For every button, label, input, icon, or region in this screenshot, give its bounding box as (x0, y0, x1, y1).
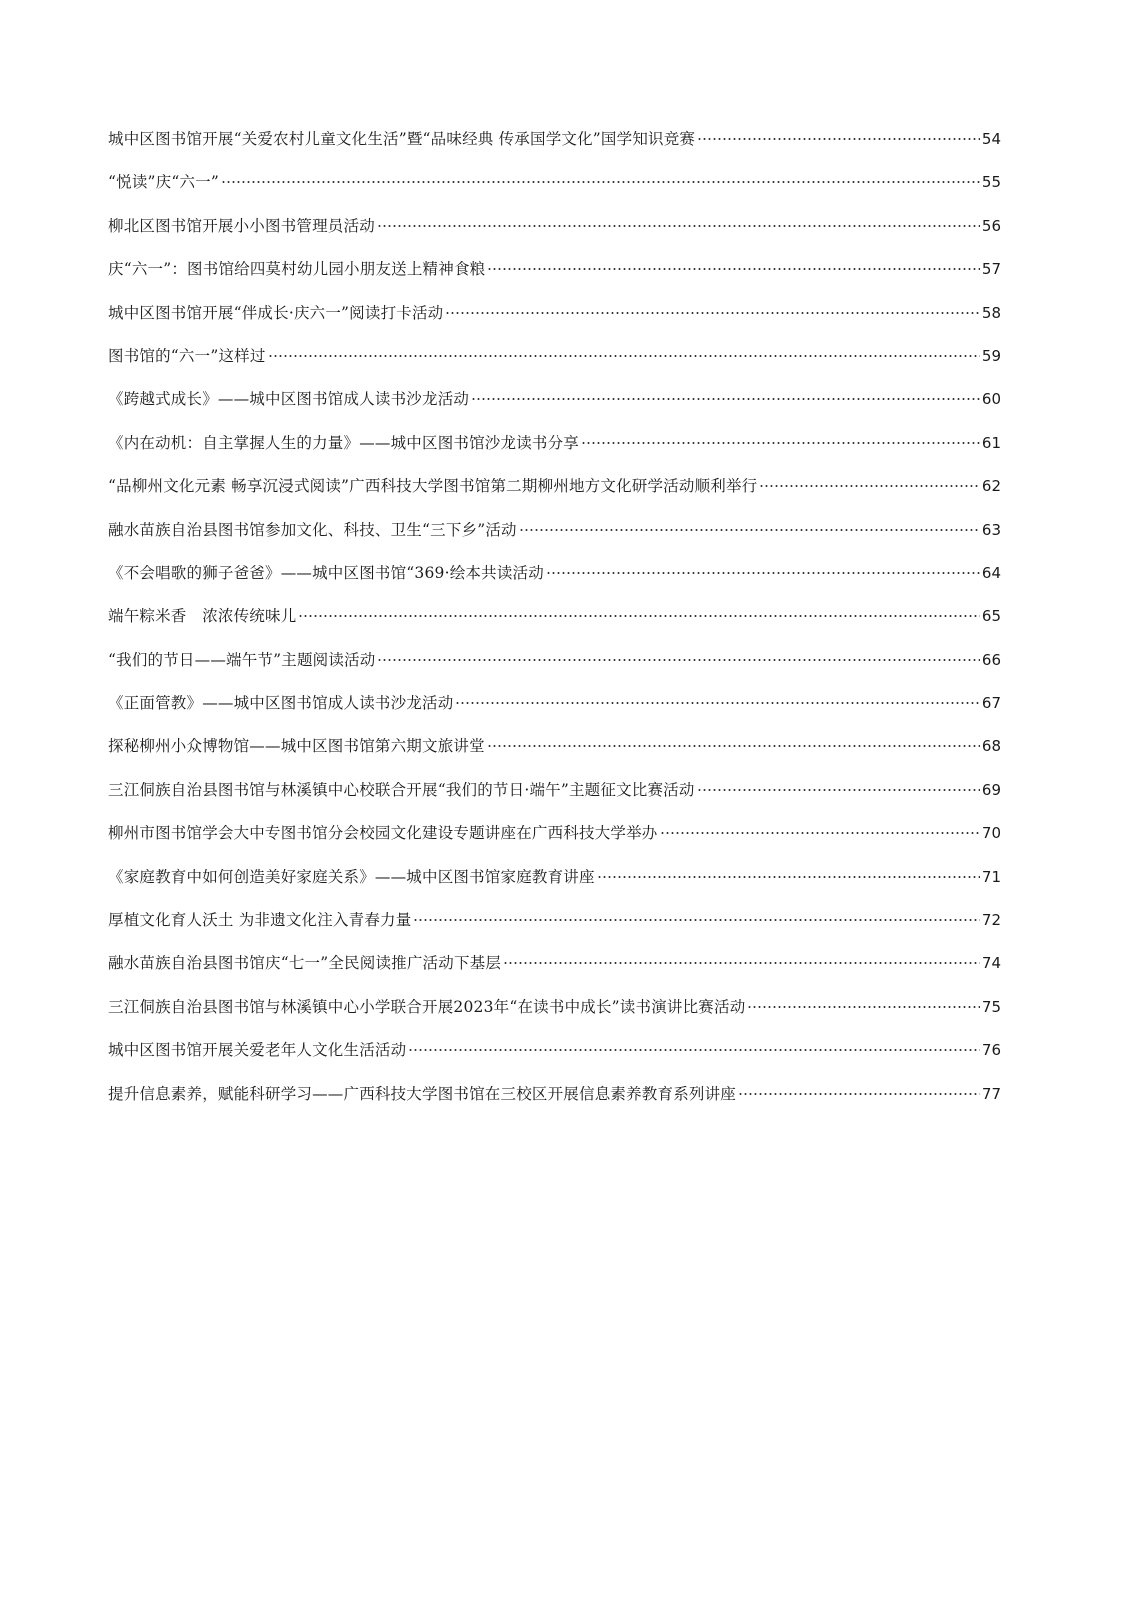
toc-entry-page-number: 59 (981, 346, 1001, 365)
dot-leader (697, 789, 980, 791)
toc-entry[interactable] (108, 335, 1001, 378)
toc-entry-title: 《家庭教育中如何创造美好家庭关系》——城中区图书馆家庭教育讲座 (108, 867, 595, 886)
dot-leader (408, 1049, 980, 1051)
dot-leader (487, 745, 980, 747)
toc-entry-title: 《跨越式成长》——城中区图书馆成人读书沙龙活动 (108, 390, 470, 409)
toc-entry-page-number: 75 (981, 997, 1001, 1016)
dot-leader (487, 268, 980, 270)
dot-leader (268, 355, 980, 357)
dot-leader (581, 442, 980, 444)
toc-entry[interactable] (108, 292, 1001, 335)
toc-entry[interactable] (108, 118, 1001, 161)
toc-entry[interactable] (108, 725, 1001, 768)
dot-leader (519, 529, 980, 531)
toc-entry-page-number: 65 (981, 607, 1001, 626)
toc-entry[interactable] (108, 986, 1001, 1029)
toc-entry-page-number: 68 (981, 737, 1001, 756)
toc-entry[interactable] (108, 465, 1001, 508)
toc-entry-page-number: 61 (981, 433, 1001, 452)
toc-entry-title: 融水苗族自治县图书馆庆“七一”全民阅读推广活动下基层 (108, 954, 502, 973)
toc-entry[interactable] (108, 552, 1001, 595)
toc-entry[interactable] (108, 595, 1001, 638)
toc-entry-title: 端午粽米香 浓浓传统味儿 (108, 607, 297, 626)
toc-entry-title: 《正面管教》——城中区图书馆成人读书沙龙活动 (108, 694, 454, 713)
toc-entry-title: 柳北区图书馆开展小小图书管理员活动 (108, 216, 375, 235)
dot-leader (377, 225, 980, 227)
table-of-contents (108, 118, 1001, 1116)
toc-entry-page-number: 74 (981, 954, 1001, 973)
toc-entry[interactable] (108, 769, 1001, 812)
toc-entry-page-number: 57 (981, 260, 1001, 279)
dot-leader (221, 181, 980, 183)
toc-entry-page-number: 58 (981, 303, 1001, 322)
toc-entry-title: 提升信息素养，赋能科研学习——广西科技大学图书馆在三校区开展信息素养教育系列讲座 (108, 1084, 737, 1103)
toc-entry-page-number: 71 (981, 867, 1001, 886)
toc-entry-title: 庆“六一”：图书馆给四莫村幼儿园小朋友送上精神食粮 (108, 260, 486, 279)
dot-leader (738, 1093, 980, 1095)
toc-entry[interactable] (108, 509, 1001, 552)
toc-entry[interactable] (108, 639, 1001, 682)
toc-entry[interactable] (108, 205, 1001, 248)
toc-entry-page-number: 67 (981, 694, 1001, 713)
toc-entry-title: 城中区图书馆开展“伴成长·庆六一”阅读打卡活动 (108, 303, 444, 322)
dot-leader (455, 702, 980, 704)
toc-entry-title: “品柳州文化元素 畅享沉浸式阅读”广西科技大学图书馆第二期柳州地方文化研学活动顺利举行 (108, 477, 758, 496)
toc-entry[interactable] (108, 899, 1001, 942)
toc-entry-title: 柳州市图书馆学会大中专图书馆分会校园文化建设专题讲座在广西科技大学举办 (108, 824, 658, 843)
toc-entry-title: “我们的节日——端午节”主题阅读活动 (108, 650, 376, 669)
toc-entry-page-number: 60 (981, 390, 1001, 409)
toc-entry[interactable] (108, 161, 1001, 204)
dot-leader (747, 1006, 980, 1008)
dot-leader (471, 398, 980, 400)
toc-entry[interactable] (108, 942, 1001, 985)
dot-leader (377, 659, 979, 661)
toc-entry-title: 探秘柳州小众博物馆——城中区图书馆第六期文旅讲堂 (108, 737, 485, 756)
toc-entry-page-number: 64 (981, 563, 1001, 582)
dot-leader (660, 832, 980, 834)
toc-entry-page-number: 66 (981, 650, 1001, 669)
toc-entry[interactable] (108, 1029, 1001, 1072)
toc-entry-page-number: 70 (981, 824, 1001, 843)
toc-entry-title: 三江侗族自治县图书馆与林溪镇中心校联合开展“我们的节日·端午”主题征文比赛活动 (108, 780, 695, 799)
toc-entry-title: “悦读”庆“六一” (108, 173, 219, 192)
toc-entry-page-number: 69 (981, 780, 1001, 799)
toc-entry-page-number: 56 (981, 216, 1001, 235)
toc-entry[interactable] (108, 682, 1001, 725)
toc-entry[interactable] (108, 856, 1001, 899)
toc-entry[interactable] (108, 422, 1001, 465)
dot-leader (413, 919, 979, 921)
dot-leader (445, 312, 980, 314)
toc-entry-title: 厚植文化育人沃土 为非遗文化注入青春力量 (108, 911, 412, 930)
toc-entry-page-number: 54 (981, 130, 1001, 148)
dot-leader (597, 876, 980, 878)
toc-entry[interactable] (108, 378, 1001, 421)
toc-entry-title: 城中区图书馆开展“关爱农村儿童文化生活”暨“品味经典 传承国学文化”国学知识竞赛 (108, 130, 696, 148)
toc-entry-page-number: 63 (981, 520, 1001, 539)
toc-entry[interactable] (108, 1073, 1001, 1116)
toc-entry-title: 三江侗族自治县图书馆与林溪镇中心小学联合开展2023年“在读书中成长”读书演讲比赛活动 (108, 997, 746, 1016)
dot-leader (546, 572, 980, 574)
dot-leader (503, 962, 980, 964)
toc-entry-title: 《内在动机：自主掌握人生的力量》——城中区图书馆沙龙读书分享 (108, 433, 580, 452)
toc-entry-title: 城中区图书馆开展关爱老年人文化生活活动 (108, 1041, 407, 1060)
toc-entry-page-number: 55 (981, 173, 1001, 192)
toc-entry-title: 《不会唱歌的狮子爸爸》——城中区图书馆“369·绘本共读活动 (108, 563, 544, 582)
dot-leader (697, 138, 980, 140)
toc-entry[interactable] (108, 248, 1001, 291)
toc-entry-page-number: 62 (981, 477, 1001, 496)
dot-leader (759, 485, 980, 487)
toc-entry[interactable] (108, 812, 1001, 855)
toc-entry-page-number: 76 (981, 1041, 1001, 1060)
toc-entry-page-number: 77 (981, 1084, 1001, 1103)
toc-entry-title: 融水苗族自治县图书馆参加文化、科技、卫生“三下乡”活动 (108, 520, 517, 539)
toc-entry-page-number: 72 (981, 911, 1001, 930)
toc-entry-title: 图书馆的“六一”这样过 (108, 346, 266, 365)
dot-leader (298, 615, 980, 617)
